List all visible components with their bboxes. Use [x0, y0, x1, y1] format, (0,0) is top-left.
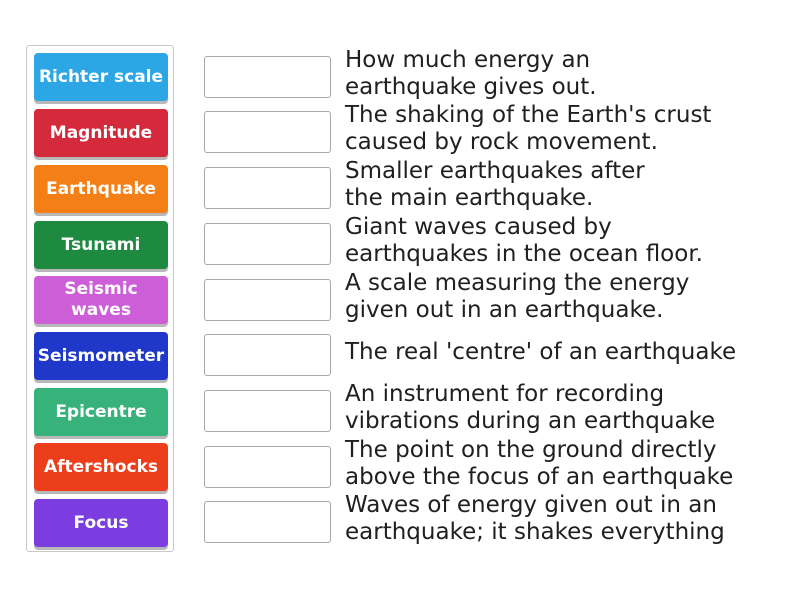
definition-text-5: A scale measuring the energy given out in an earthquake.	[345, 270, 690, 323]
tile-seismic-waves[interactable]	[34, 276, 168, 324]
definition-text-6: The real 'centre' of an earthquake	[345, 338, 737, 365]
tile-label: Seismic waves	[64, 279, 138, 320]
drop-slot-6[interactable]	[204, 334, 331, 376]
definition-text-7: An instrument for recording vibrations during an earthquake	[345, 381, 716, 434]
tile-richter-scale[interactable]	[34, 53, 168, 101]
tile-label: Earthquake	[46, 179, 156, 199]
drop-slot-3[interactable]	[204, 167, 331, 209]
answer-tiles-panel	[26, 45, 174, 552]
tile-label: Focus	[73, 513, 129, 533]
definition-text-1: How much energy an earthquake gives out.	[345, 47, 597, 100]
definition-text-8: The point on the ground directly above the focus of an earthquake	[345, 437, 734, 490]
drop-slot-9[interactable]	[204, 501, 331, 543]
definition-text-3: Smaller earthquakes after the main earthquake.	[345, 158, 645, 211]
drop-slot-4[interactable]	[204, 223, 331, 265]
tile-seismometer[interactable]	[34, 332, 168, 380]
drop-slot-5[interactable]	[204, 279, 331, 321]
drop-slot-7[interactable]	[204, 390, 331, 432]
tile-label: Tsunami	[61, 235, 141, 255]
definition-text-2: The shaking of the Earth's crust caused by rock movement.	[345, 102, 712, 155]
drop-slot-2[interactable]	[204, 111, 331, 153]
tile-label: Aftershocks	[44, 457, 158, 477]
tile-tsunami[interactable]	[34, 221, 168, 269]
tile-aftershocks[interactable]	[34, 443, 168, 491]
tile-label: Richter scale	[38, 67, 164, 87]
tile-label: Epicentre	[55, 402, 147, 422]
tile-epicentre[interactable]	[34, 388, 168, 436]
drop-slot-1[interactable]	[204, 56, 331, 98]
tile-label: Magnitude	[49, 123, 153, 143]
tile-label: Seismometer	[37, 346, 165, 366]
definition-text-9: Waves of energy given out in an earthquake; it shakes everything	[345, 492, 725, 545]
tile-earthquake[interactable]	[34, 165, 168, 213]
tile-magnitude[interactable]	[34, 109, 168, 157]
drop-slot-8[interactable]	[204, 446, 331, 488]
tile-focus[interactable]	[34, 499, 168, 547]
definition-text-4: Giant waves caused by earthquakes in the ocean floor.	[345, 214, 703, 267]
